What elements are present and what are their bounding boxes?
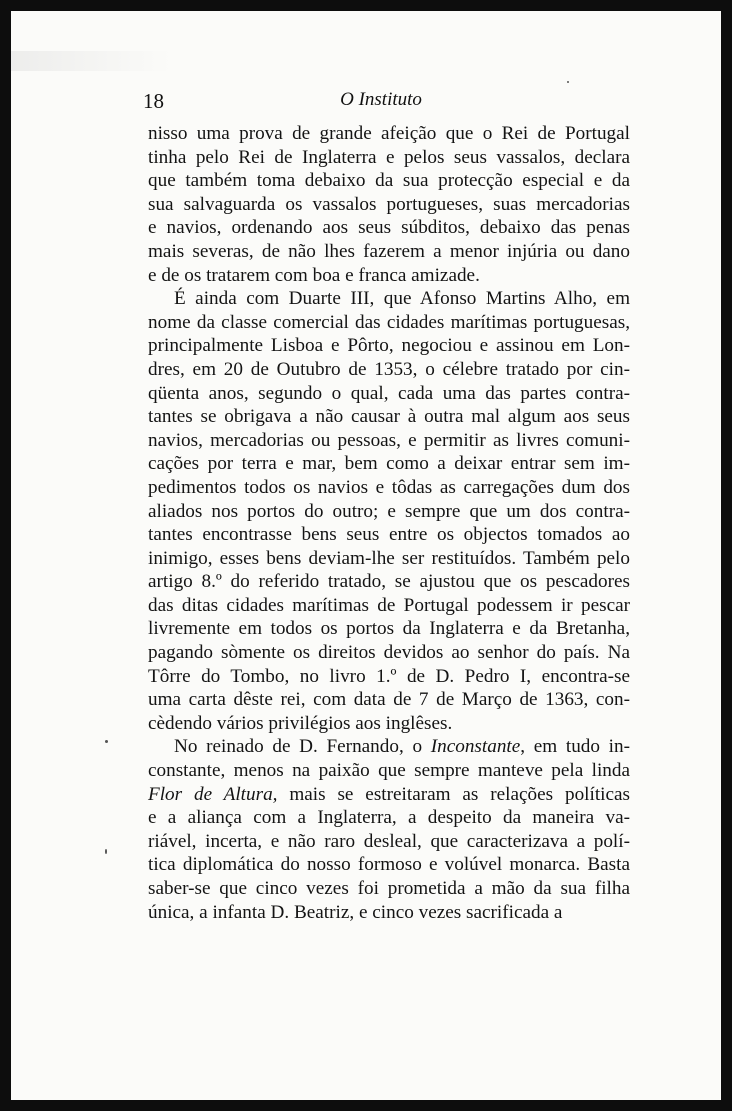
text-line [148, 476, 630, 500]
body-text [148, 122, 630, 924]
text-segment: navios, mercadorias ou pessoas, e permitir as livres comuni- [148, 429, 630, 451]
text-line [148, 452, 630, 476]
text-segment: dres, em 20 de Outubro de 1353, o célebre tratado por cin- [148, 358, 630, 380]
text-line [148, 287, 630, 311]
text-line [148, 358, 630, 382]
text-segment: artigo 8.º do referido tratado, se ajustou que os pescadores [148, 571, 630, 593]
text-segment: qüenta anos, segundo o qual, cada uma das partes contra- [148, 382, 630, 404]
paragraph [148, 287, 630, 735]
text-line [148, 334, 630, 358]
text-segment: inimigo, esses bens deviam-lhe ser restituídos. Também pelo [148, 547, 630, 569]
paragraph [148, 122, 630, 287]
paragraph [148, 735, 630, 924]
text-line [148, 429, 630, 453]
text-line [148, 382, 630, 406]
text-segment: constante, menos na paixão que sempre manteve pela linda [148, 760, 630, 782]
text-line [148, 193, 630, 217]
text-line [148, 594, 630, 618]
text-line [148, 570, 630, 594]
text-line [148, 146, 630, 170]
text-line [148, 523, 630, 547]
text-segment: principalmente Lisboa e Pôrto, negociou e assinou em Lon- [148, 335, 630, 357]
book-page [11, 11, 721, 1100]
text-segment: cações por terra e mar, bem como a deixar entrar sem im- [148, 453, 630, 475]
text-segment: que também toma debaixo da sua protecção especial e da [148, 170, 630, 192]
text-segment: única, a infanta D. Beatriz, e cinco vezes sacrificada a [148, 901, 563, 923]
text-segment: No reinado de D. Fernando, o [174, 736, 431, 758]
text-segment: riável, incerta, e não raro desleal, que caracterizava a polí- [148, 830, 630, 852]
text-line [148, 759, 630, 783]
text-segment: e navios, ordenando aos seus súbditos, debaixo das penas [148, 217, 630, 239]
text-segment: das ditas cidades marítimas de Portugal podessem ir pescar [148, 594, 630, 616]
text-segment: mais se estreitaram as relações políticas [277, 783, 630, 805]
scan-smudge [11, 51, 171, 71]
running-title: O Instituto [340, 89, 422, 110]
page-header [11, 89, 721, 119]
text-line [148, 122, 630, 146]
scan-speck [567, 81, 569, 83]
text-line [148, 547, 630, 571]
text-segment: tantes se obrigava a não causar à outra mal algum aos seus [148, 406, 630, 428]
text-line [148, 240, 630, 264]
text-segment: saber-se que cinco vezes foi prometida a mão da sua filha [148, 878, 630, 899]
text-segment: e de os tratarem com boa e franca amizade. [148, 264, 480, 286]
text-line [148, 853, 630, 877]
text-line [148, 901, 630, 925]
text-segment: , em tudo in- [520, 736, 630, 758]
italic-text: Flor de Altura, [148, 783, 278, 805]
text-segment: e a aliança com a Inglaterra, a despeito da maneira va- [148, 807, 630, 829]
text-line [148, 169, 630, 193]
text-segment: nome da classe comercial das cidades marítimas portuguesas, [148, 311, 630, 333]
page-number: 18 [143, 89, 164, 113]
text-segment: aliados nos portos do outro; e sempre que um dos contra- [148, 500, 630, 522]
text-line [148, 735, 630, 759]
text-segment: tantes encontrasse bens seus entre os objectos tomados ao [148, 524, 630, 546]
text-line [148, 712, 630, 736]
text-segment: livremente em todos os portos da Inglaterra e da Bretanha, [148, 618, 630, 640]
italic-text: Inconstante [430, 736, 521, 758]
text-segment: mais severas, de não lhes fazerem a menor injúria ou dano [148, 240, 630, 262]
text-line [148, 688, 630, 712]
scan-speck [105, 849, 107, 854]
text-line [148, 783, 630, 807]
text-line [148, 264, 630, 288]
text-segment: pedimentos todos os navios e tôdas as carregações dum dos [148, 476, 630, 498]
scan-speck [105, 740, 108, 743]
text-line [148, 216, 630, 240]
text-line [148, 665, 630, 689]
text-segment: É ainda com Duarte III, que Afonso Martins Alho, em [174, 288, 630, 310]
text-segment: uma carta dêste rei, com data de 7 de Março de 1363, con- [148, 689, 630, 711]
text-segment: tica diplomática do nosso formoso e volúvel monarca. Basta [148, 854, 630, 876]
text-line [148, 830, 630, 854]
text-segment: tinha pelo Rei de Inglaterra e pelos seus vassalos, declara [148, 146, 630, 168]
text-line [148, 500, 630, 524]
text-line [148, 641, 630, 665]
text-line [148, 877, 630, 901]
text-line [148, 311, 630, 335]
text-line [148, 617, 630, 641]
text-segment: pagando sòmente os direitos devidos ao senhor do país. Na [148, 642, 630, 664]
text-segment: nisso uma prova de grande afeição que o Rei de Portugal [148, 123, 630, 144]
text-line [148, 405, 630, 429]
text-segment: cèdendo vários privilégios aos inglêses. [148, 712, 453, 734]
text-segment: Tôrre do Tombo, no livro 1.º de D. Pedro I, encontra-se [148, 665, 630, 687]
text-segment: sua salvaguarda os vassalos portugueses, suas mercadorias [148, 193, 630, 215]
text-line [148, 806, 630, 830]
